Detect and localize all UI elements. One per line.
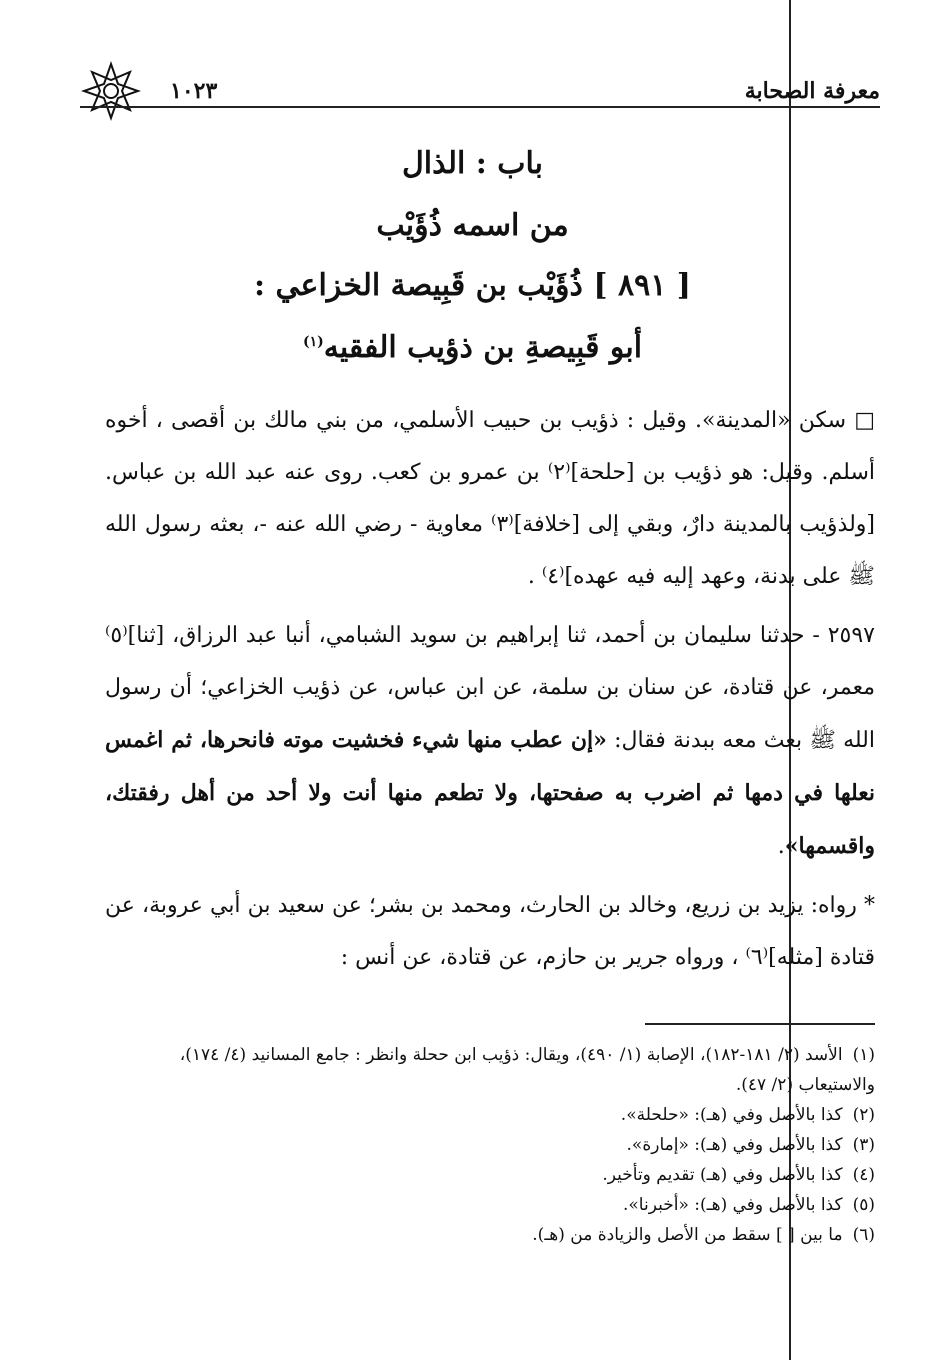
footnote-item: (٦)ما بين [ ] سقط من الأصل والزيادة من (هـ). <box>532 1225 875 1245</box>
footnote-item: (٤)كذا بالأصل وفي (هـ) تقديم وتأخير. <box>602 1165 875 1185</box>
section-heading: من اسمه ذُؤَيْب <box>376 208 569 243</box>
header-rule <box>80 106 880 108</box>
footnotes <box>105 1040 875 1250</box>
running-title: معرفة الصحابة <box>744 78 880 104</box>
page-header <box>80 60 880 120</box>
paragraph-riwaya: * رواه: يزيد بن زريع، وخالد بن الحارث، ومحمد بن بشر؛ عن سعيد بن أبي عروبة، عن قتادة [مثله]⁽٦⁾ ، ورواه جرير بن حازم، عن قتادة، عن أنس : <box>105 893 875 970</box>
kunya-text: أبو قَبِيصةِ بن ذؤيب الفقيه <box>323 330 643 365</box>
hadith-matn: «إن عطب منها شيء فخشيت موته فانحرها، ثم اغمس نعلها في دمها ثم اضرب به صفحتها، ولا تطعم منها أنت ولا أحد من أهل رفقتك، واقسمها» <box>105 727 875 859</box>
paragraph-biography: □ سكن «المدينة». وقيل : ذؤيب بن حبيب الأسلمي، من بني مالك بن أقصى ، أخوه أسلم. وقيل: هو ذؤيب بن [حلحة]⁽٢⁾ بن عمرو بن كعب. روى عنه عبد الله بن عباس. [ولذؤيب بالمدينة دارٌ، وبقي إلى [خلافة]⁽٣⁾ معاوية - رضي الله عنه -، بعثه رسول الله ﷺ على بدنة، وعهد إليه فيه عهده]⁽٤⁾ . <box>105 408 875 589</box>
kunya-heading <box>0 330 945 365</box>
footnote-item: (١)الأسد (٢/ ١٨١-١٨٢)، الإصابة (١/ ٤٩٠)، ويقال: ذؤيب ابن ححلة وانظر : جامع المسانيد (٤/ ١٧٤)، والاستيعاب (٢/ ٤٧). <box>179 1045 875 1095</box>
footnote-rule <box>645 1023 875 1025</box>
kunya-footnote-ref: (١) <box>302 334 324 350</box>
footnote-item: (٥)كذا بالأصل وفي (هـ): «أخبرنا». <box>623 1195 875 1215</box>
paragraph-hadith <box>105 610 875 873</box>
star-ornament-icon <box>80 60 142 122</box>
footnote-item: (٣)كذا بالأصل وفي (هـ): «إمارة». <box>626 1135 875 1155</box>
hadith-isnad: ٢٥٩٧ - حدثنا سليمان بن أحمد، ثنا إبراهيم بن سويد الشبامي، أنبا عبد الرزاق، [ثنا]⁽٥⁾ معمر، عن قتادة، عن سنان بن سلمة، عن ابن عباس، عن ذؤيب الخزاعي؛ أن رسول الله ﷺ بعث معه ببدنة فقال: <box>105 623 876 753</box>
chapter-heading: باب : الذال <box>401 146 544 181</box>
hadith-end: . <box>777 834 785 859</box>
page-number: ١٠٢٣ <box>170 78 218 104</box>
footnote-item: (٢)كذا بالأصل وفي (هـ): «حلحلة». <box>620 1105 875 1125</box>
entry-heading: [ ٨٩١ ] ذُؤَيْب بن قَبِيصة الخزاعي : <box>254 268 691 303</box>
